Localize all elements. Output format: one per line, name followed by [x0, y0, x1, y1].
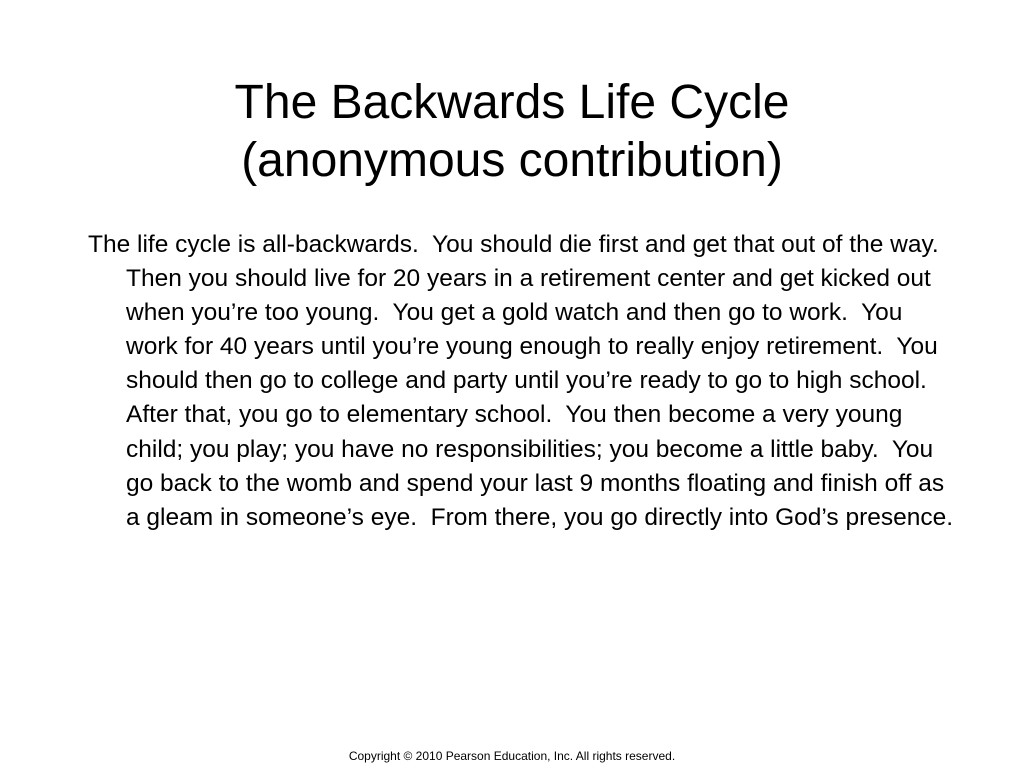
body-paragraph: The life cycle is all-backwards. You should die first and get that out of the way. Then you should live for 20 years in a retirement center and get kicked out when you’re too young. You get a gold watch and then go to work. You work for 40 years until you’re young enough to really enjoy retirement. You should then go to college and party until you’re ready to go to high school. After that, you go to elementary school. You then become a very young child; you play; you have no responsibilities; you become a little baby. You go back to the womb and spend your last 9 months floating and finish off as a gleam in someone’s eye. From there, you go directly into God’s presence.	[88, 231, 954, 531]
copyright-footer: Copyright © 2010 Pearson Education, Inc. All rights reserved.	[348, 749, 676, 763]
title-line-2: (anonymous contribution)	[241, 134, 783, 187]
slide-title	[0, 74, 1024, 190]
title-line-1: The Backwards Life Cycle	[234, 76, 790, 129]
